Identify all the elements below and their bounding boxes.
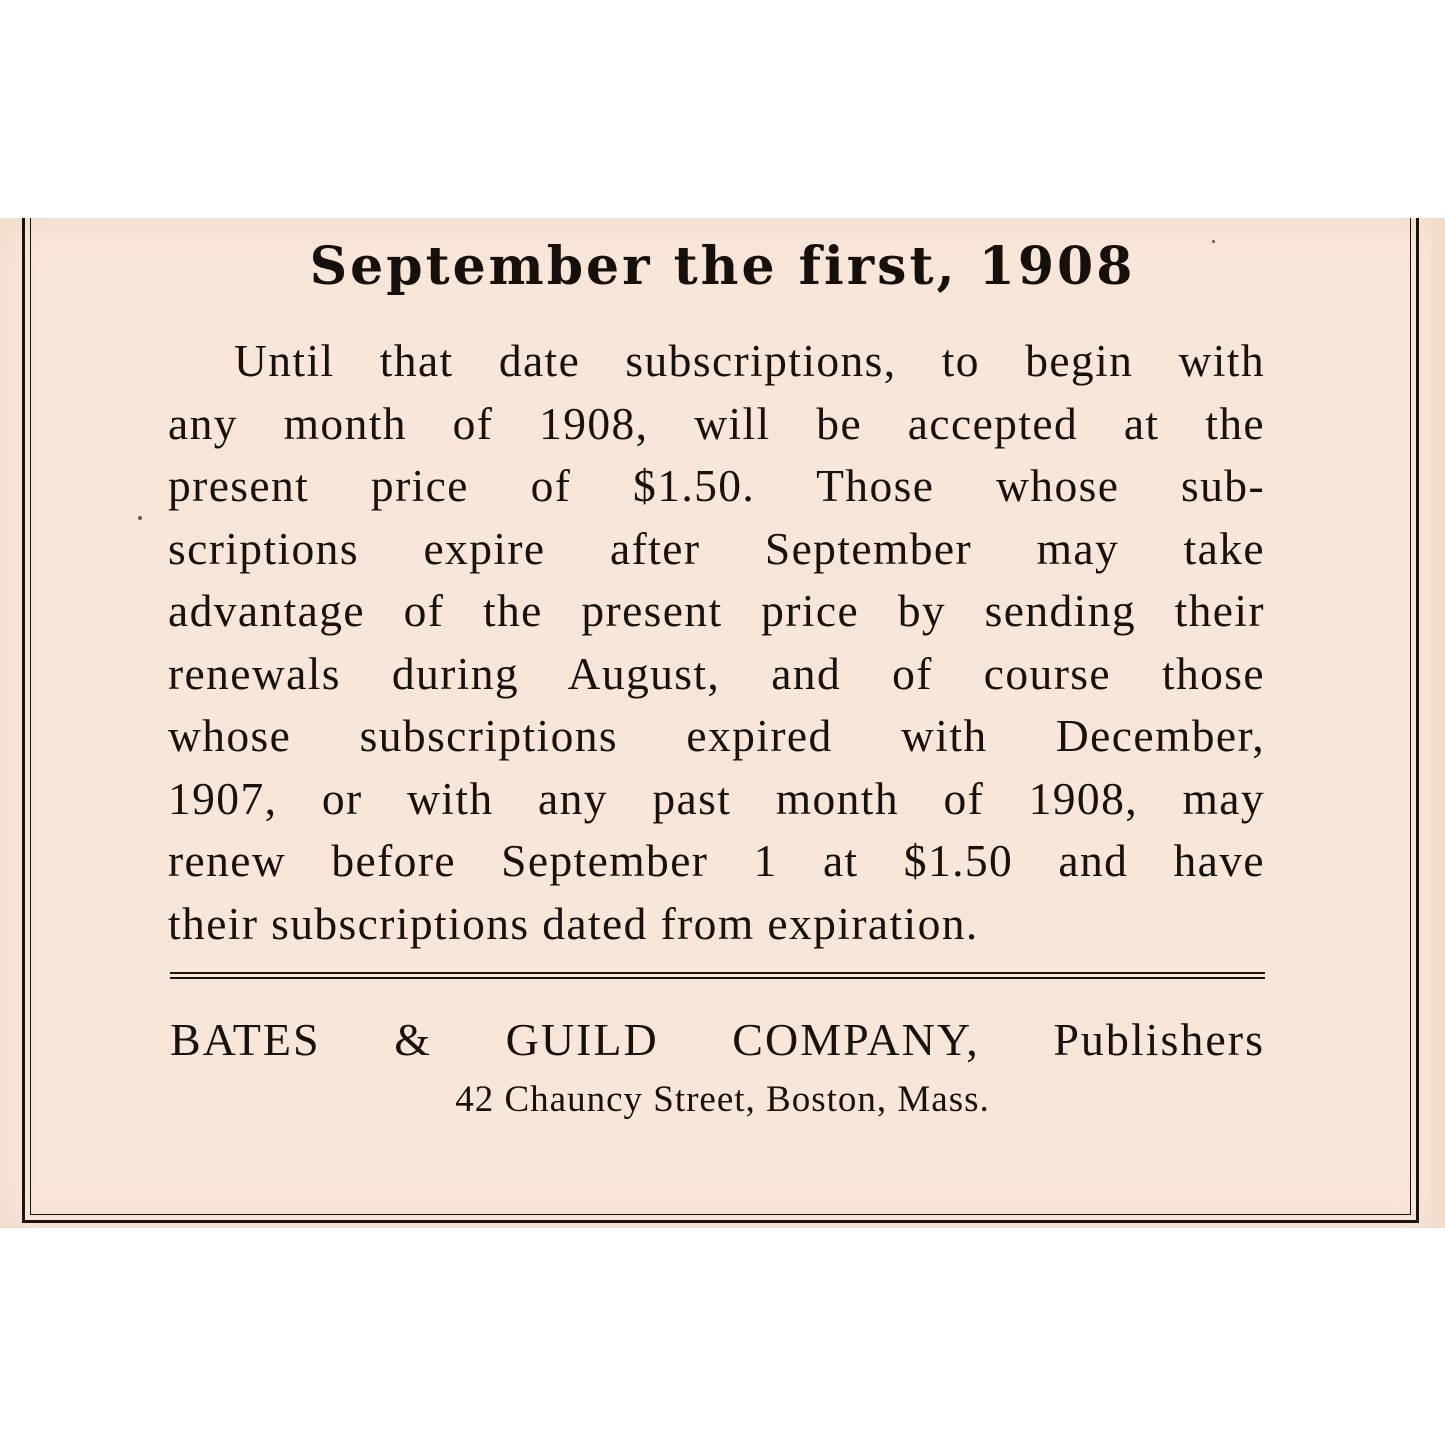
advertisement-page	[0, 218, 1445, 1228]
paragraph-line: 1907, or with any past month of 1908, may	[168, 772, 1265, 824]
paragraph-line: any month of 1908, will be accepted at the	[168, 397, 1265, 449]
paragraph-line: renewals during August, and of course those	[168, 647, 1265, 699]
notice-paragraph	[168, 330, 1265, 955]
paragraph-line: Until that date subscriptions, to begin with	[234, 335, 1265, 386]
paper-edge	[1431, 218, 1445, 1228]
publisher-name: BATES & GUILD COMPANY, Publishers	[170, 1014, 1265, 1065]
paragraph-line: advantage of the present price by sending their	[168, 585, 1265, 636]
paragraph-line: whose subscriptions expired with December,	[168, 710, 1265, 761]
double-rule-divider	[170, 972, 1265, 979]
paragraph-line: their subscriptions dated from expiration.	[168, 897, 979, 949]
paragraph-line: renew before September 1 at $1.50 and have	[168, 835, 1265, 886]
publisher-address: 42 Chauncy Street, Boston, Mass.	[455, 1079, 990, 1120]
paragraph-line: scriptions expire after September may take	[168, 522, 1265, 574]
paper-speck	[1212, 240, 1215, 243]
notice-title: September the first, 1908	[309, 236, 1136, 297]
paragraph-line: present price of $1.50. Those whose sub-	[168, 460, 1265, 511]
paper-speck	[138, 516, 142, 520]
